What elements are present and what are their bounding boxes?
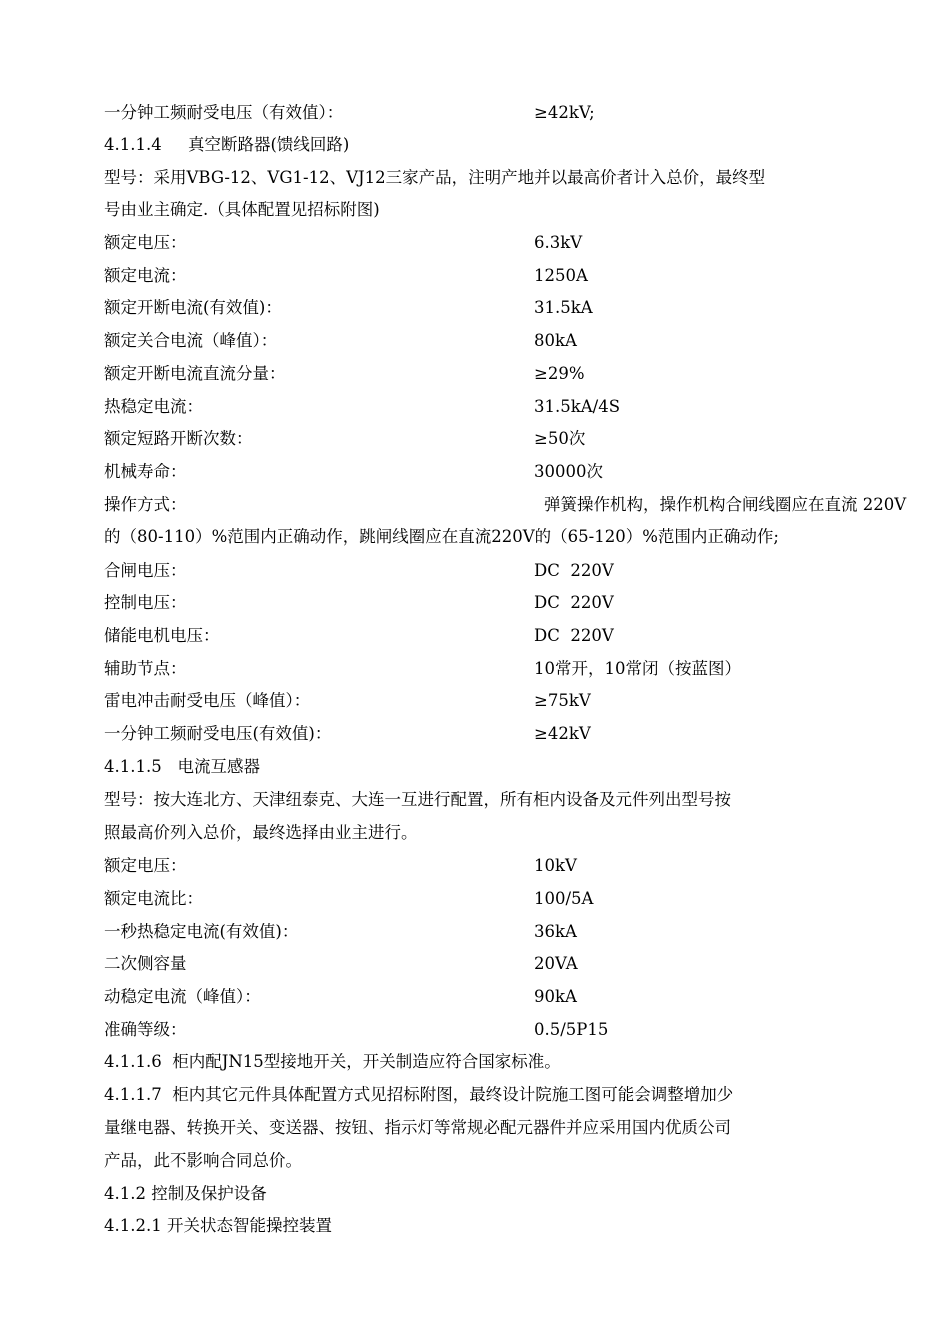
param-value: DC 220V (534, 593, 614, 612)
kv-line (104, 987, 854, 1007)
param-label: 额定电流比： (104, 889, 203, 908)
param-label: 一分钟工频耐受电压(有效值)： (104, 724, 332, 743)
kv-line (104, 331, 854, 351)
param-value: 0.5/5P15 (534, 1020, 609, 1039)
kv-line (104, 495, 907, 515)
param-value: 100/5A (534, 889, 594, 908)
kv-line (104, 233, 854, 253)
param-label: 额定电压： (104, 856, 187, 875)
paragraph-line: 产品，此不影响合同总价。 (104, 1151, 302, 1170)
param-label: 额定短路开断次数： (104, 429, 253, 448)
param-label: 一秒热稳定电流(有效值)： (104, 922, 299, 941)
param-label: 动稳定电流（峰值）： (104, 987, 261, 1006)
kv-line (104, 889, 854, 909)
kv-line (104, 462, 854, 482)
param-label: 二次侧容量 (104, 954, 187, 973)
kv-line (104, 593, 854, 613)
kv-line (104, 626, 854, 646)
param-value: 36kA (534, 922, 577, 941)
paragraph-line: 型号：按大连北方、天津纽泰克、大连一互进行配置，所有柜内设备及元件列出型号按 (104, 790, 731, 809)
param-value: 10kV (534, 856, 577, 875)
paragraph-line: 量继电器、转换开关、变送器、按钮、指示灯等常规必配元器件并应采用国内优质公司 (104, 1118, 731, 1137)
param-value: 30000次 (534, 462, 603, 481)
param-label: 储能电机电压： (104, 626, 220, 645)
param-value: 弹簧操作机构，操作机构合闸线圈应在直流 220V (544, 495, 907, 514)
param-value: ≥42kV; (534, 103, 595, 122)
param-value: DC 220V (534, 626, 614, 645)
kv-line (104, 954, 854, 974)
param-label: 额定开断电流直流分量： (104, 364, 286, 383)
param-value: ≥42kV (534, 724, 591, 743)
kv-line (104, 429, 854, 449)
section-heading: 4.1.2.1 开关状态智能操控装置 (104, 1216, 332, 1235)
kv-line (104, 691, 854, 711)
param-value: 31.5kA (534, 298, 593, 317)
param-value: 6.3kV (534, 233, 583, 252)
param-label: 热稳定电流： (104, 397, 203, 416)
param-value: 80kA (534, 331, 577, 350)
section-heading: 4.1.2 控制及保护设备 (104, 1184, 267, 1203)
param-value: DC 220V (534, 561, 614, 580)
param-label: 准确等级： (104, 1020, 187, 1039)
kv-line (104, 266, 854, 286)
kv-line (104, 397, 854, 417)
param-value: ≥50次 (534, 429, 586, 448)
param-label: 机械寿命： (104, 462, 187, 481)
paragraph-line: 照最高价列入总价，最终选择由业主进行。 (104, 823, 418, 842)
kv-line (104, 1020, 854, 1040)
paragraph-line: 的（80-110）%范围内正确动作，跳闸线圈应在直流220V的（65-120）%范围内正确动作; (104, 527, 779, 546)
param-label: 一分钟工频耐受电压（有效值）： (104, 103, 344, 122)
param-label: 额定电流： (104, 266, 187, 285)
section-heading: 4.1.1.7 柜内其它元件具体配置方式见招标附图，最终设计院施工图可能会调整增加少 (104, 1085, 734, 1104)
section-heading: 4.1.1.4 真空断路器(馈线回路) (104, 135, 350, 154)
param-value: ≥29% (534, 364, 585, 383)
paragraph-line: 号由业主确定.（具体配置见招标附图) (104, 200, 380, 219)
param-label: 合闸电压： (104, 561, 187, 580)
kv-line (104, 103, 854, 123)
kv-line (104, 922, 854, 942)
kv-line (104, 561, 854, 581)
param-label: 操作方式： (104, 495, 187, 514)
paragraph-line: 型号：采用VBG-12、VG1-12、VJ12三家产品，注明产地并以最高价者计入总价，最终型 (104, 168, 766, 187)
param-label: 额定电压： (104, 233, 187, 252)
kv-line (104, 298, 854, 318)
kv-line (104, 724, 854, 744)
param-label: 额定关合电流（峰值）： (104, 331, 278, 350)
param-value: 31.5kA/4S (534, 397, 621, 416)
param-value: 1250A (534, 266, 588, 285)
param-label: 辅助节点： (104, 659, 187, 678)
param-value: 20VA (534, 954, 578, 973)
param-value: 90kA (534, 987, 577, 1006)
param-label: 额定开断电流(有效值)： (104, 298, 282, 317)
kv-line (104, 856, 854, 876)
kv-line (104, 364, 854, 384)
kv-line (104, 659, 854, 679)
section-heading: 4.1.1.5 电流互感器 (104, 757, 260, 776)
param-value: ≥75kV (534, 691, 591, 710)
param-label: 控制电压： (104, 593, 187, 612)
section-heading: 4.1.1.6 柜内配JN15型接地开关，开关制造应符合国家标准。 (104, 1052, 561, 1071)
param-value: 10常开，10常闭（按蓝图） (534, 659, 741, 678)
param-label: 雷电冲击耐受电压（峰值）： (104, 691, 311, 710)
